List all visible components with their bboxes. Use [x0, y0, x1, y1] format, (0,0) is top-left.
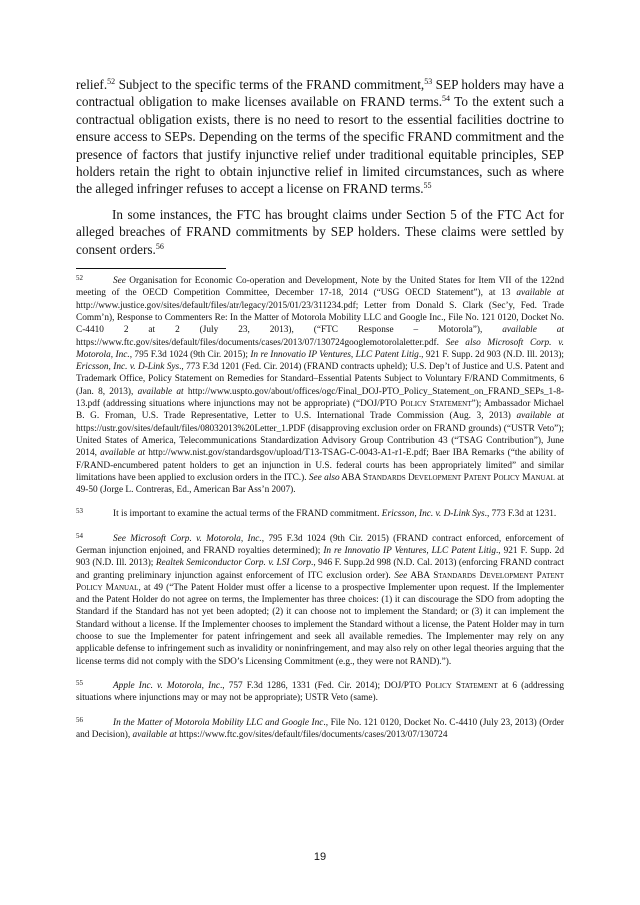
text-run: available at: [516, 411, 564, 422]
text-run: , 795 F.3d 1024 (9th Cir. 2015);: [129, 349, 251, 360]
text-run: In re Innovatio IP Ventures, LLC Patent Litig: [323, 546, 496, 556]
text-run: , at 49 (“The Patent Holder must offer a license to a prospective Implementer upon request. If the Implementer and the Patent Holder do not agree on terms, the Implementer has three choices: (1) it can discourage the SDO from adopting the Standard if the Standard has not yet been adopted; (2) it can choose not to implement the Standard; or (3) it can implement the Standard without a license. If the Implementer chooses to implement the Standard without a license, the Patent Holder may in turn choose to sue the Implementer for patent infringement and seek all available remedies. The Implementer may rely on any applicable defense to infringement such as invalidity or noninfringement, and may also rely on other legal theories arguing that the license terms did not comply with the SDO’s Licensing Commitment (e.g., they were not RAND).”).: [76, 582, 564, 667]
text-run: Policy Statement: [400, 399, 472, 410]
footnote-ref[interactable]: 54: [442, 94, 451, 104]
text-run: Ericsson, Inc. v. D-Link Sys: [381, 509, 485, 520]
text-run: relief.: [76, 77, 108, 92]
text-run: To the extent such a contractual obligation exists, there is no need to resort to the essential facilities doctrine to ensure access to SEPs. Depending on the terms of the specific FRAND commitment and the presence of factors that justify injunctive relief under traditional equitable principles, SEP holders retain the right to obtain injunctive relief in limited circumstances, such as where the alleged infringer refuses to accept a license on FRAND terms.: [76, 94, 564, 197]
text-run: available at: [516, 288, 565, 299]
text-run: Apple Inc. v. Motorola, Inc: [113, 680, 220, 691]
body-paragraph: [76, 76, 564, 198]
text-run: See: [394, 570, 408, 581]
text-run: at 6 (addressing situations where injunctions may or may not be appropriate); USTR Veto (same).: [76, 680, 564, 704]
footnote-56: [76, 717, 564, 742]
footnote-55: [76, 680, 564, 705]
text-run: See also Microsoft Corp. v. Motorola, Inc.: [76, 337, 564, 360]
text-run: Realtek Semiconductor Corp. v. LSI Corp: [155, 558, 312, 569]
footnote-52: [76, 275, 564, 496]
document-page: [76, 76, 564, 753]
text-run: Standards Development Patent Policy Manual: [76, 570, 564, 593]
text-run: http://www.uspto.gov/about/offices/ogc/Final_DOJ-PTO_Policy_Statement_on_FRAND_SEPs_1-8-13.pdf (addressing situations where injunctions may not be appropriate) (“DOJ/PTO: [76, 386, 564, 410]
footnote-ref[interactable]: 52: [107, 77, 116, 86]
text-run: ., 757 F.3d 1286, 1331 (Fed. Cir. 2014); DOJ/PTO: [219, 680, 426, 691]
footnote-number: 54: [76, 531, 83, 540]
text-run: ., 773 F.3d 1201 (Fed. Cir. 2014) (FRAND contracts upheld); U.S. Dep’t of Justice and U.S. Patent and Trademark Office, Policy Statement on Remedies for Standard–Essential Patents Subject to Voluntary F/RAND Commitments, 6 (Jan. 8, 2013),: [76, 362, 564, 397]
text-run: ., File No. 121 0120, Docket No. C-4410 (July 23, 2013) (Order and Decision),: [76, 717, 564, 740]
text-run: Ericsson, Inc. v. D-Link Sys: [76, 362, 180, 373]
footnote-ref[interactable]: 53: [424, 77, 433, 86]
text-run: See also: [308, 472, 340, 483]
text-run: https://ustr.gov/sites/default/files/08032013%20Letter_1.PDF (disapproving exclusion order on FRAND grounds) (“USTR Veto”); United States of America, Telecommunications Standardization Advisory Group Contribution 43 (“TSAG Contribution”), June 2014,: [76, 423, 564, 459]
text-run: ., 773 F.3d at 1231.: [484, 509, 557, 520]
text-run: https://www.ftc.gov/sites/default/files/documents/cases/2013/07/130724googlemotorolaletter.pdf.: [76, 337, 446, 348]
footnote-number: 53: [76, 507, 83, 516]
text-run: ., 921 F. Supp. 2d 903 (N.D. Ill. 2013);: [418, 349, 565, 360]
body-paragraph: [76, 206, 564, 258]
text-run: ABA: [339, 472, 363, 483]
footnote-separator: [76, 268, 226, 269]
text-run: Organisation for Economic Co-operation and Development, Note by the United States for Item VII of the 122nd meeting of the OECD Competition Committee, December 17-18, 2014 (“USG OECD Statement”), at 13: [76, 276, 564, 299]
text-run: See Microsoft Corp. v. Motorola, Inc.: [113, 533, 262, 544]
footnote-number: 52: [76, 274, 83, 283]
text-run: Standards Development Patent Policy Manual: [362, 472, 555, 483]
text-run: See: [113, 276, 126, 287]
text-run: available at: [132, 729, 177, 740]
text-run: ., 946 F. Supp.2d 998 (N.D. Cal. 2013) (enforcing FRAND contract and granting preliminary injunction against enforcement of ITC exclusion order).: [76, 558, 564, 581]
text-run: http://www.nist.gov/standardsgov/upload/T13-TSAG-C-0043-A1-r1-E.pdf; Baer IBA Remarks (“the ability of F/RAND-encumbered patent holders to get an injunction in U.S. federal courts has been appropriately limited” and similar limitations have been applied to exclusion orders in the ITC.).: [76, 448, 565, 483]
text-run: It is important to examine the actual terms of the FRAND commitment.: [113, 509, 382, 520]
text-run: SEP holders may have a contractual obligation to make licenses available on FRAND terms.: [76, 77, 565, 110]
text-run: available at: [502, 325, 564, 336]
footnote-ref[interactable]: 55: [423, 181, 432, 191]
text-run: Subject to the specific terms of the FRAND commitment,: [115, 77, 425, 92]
footnote-54: [76, 533, 564, 668]
text-run: In the Matter of Motorola Mobility LLC and Google Inc: [113, 717, 324, 728]
text-run: Policy Statement: [425, 680, 498, 691]
footnote-number: 56: [76, 715, 83, 724]
footnote-ref[interactable]: 56: [155, 241, 164, 251]
page-number: 19: [313, 851, 327, 863]
text-run: at 49-50 (Jorge L. Contreras, Ed., American Bar Ass’n 2007).: [76, 472, 564, 496]
text-run: ”); Ambassador Michael B. G. Froman, U.S. Trade Representative, Letter to U.S. International Trade Commission (Aug. 3, 2013): [76, 399, 564, 422]
text-run: In re Innovatio IP Ventures, LLC Patent Litig: [250, 349, 419, 360]
text-run: ABA: [407, 570, 434, 581]
text-run: ., 921 F. Supp. 2d 903 (N.D. Ill. 2013);: [76, 546, 565, 569]
footnote-53: [76, 508, 564, 520]
text-run: available at: [137, 386, 184, 397]
text-run: available at: [100, 448, 146, 459]
text-run: In some instances, the FTC has brought claims under Section 5 of the FTC Act for alleged breaches of FRAND commitments by SEP holders. These claims were settled by consent orders.: [76, 206, 564, 257]
text-run: http://www.justice.gov/sites/default/files/atr/legacy/2015/01/23/311234.pdf; Letter from Donald S. Clark (Sec’y, Fed. Trade Comm’n), Response to Commenters Re: In the Matter of Motorola Mobility LLC and Google Inc., File No. 121 0120, Docket No. C-4410 2 at 2 (July 23, 2013), (“FTC Response – Motorola”),: [76, 300, 564, 336]
text-run: https://www.ftc.gov/sites/default/files/documents/cases/2013/07/130724: [176, 729, 448, 740]
text-run: , 795 F.3d 1024 (9th Cir. 2015) (FRAND contract enforced, enforcement of German injunction enjoined, and FRAND royalties determined);: [76, 533, 564, 556]
footnote-number: 55: [76, 678, 83, 687]
